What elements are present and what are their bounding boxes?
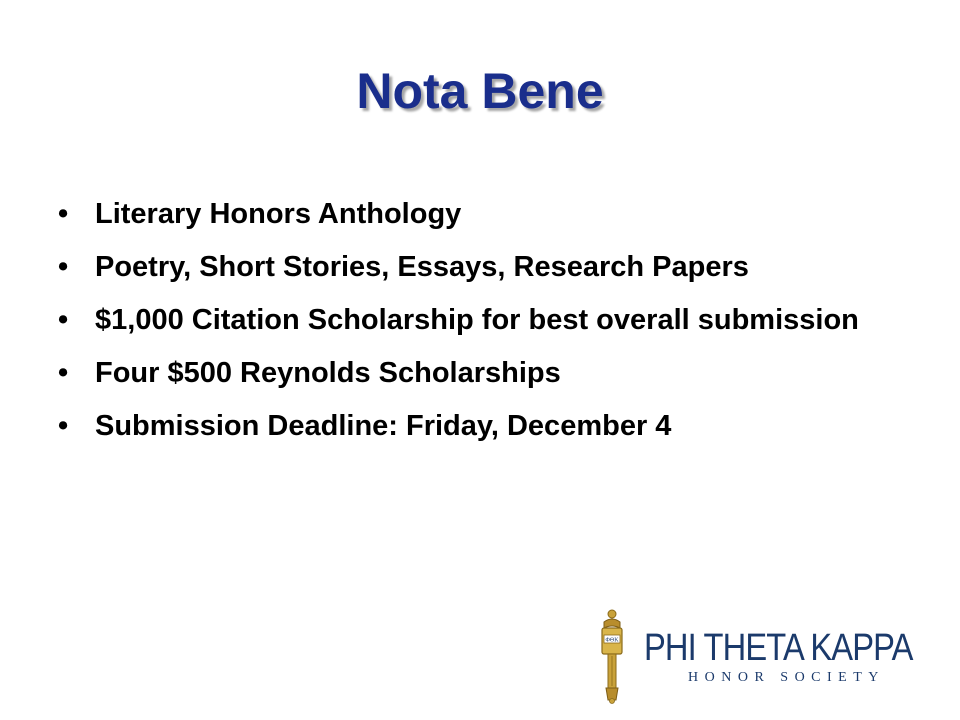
key-letters: ΦΘΚ bbox=[605, 637, 619, 644]
bullet-list bbox=[58, 196, 878, 461]
bullet-item bbox=[58, 302, 878, 338]
logo-subtitle: HONOR SOCIETY bbox=[688, 670, 885, 685]
bullet-text: Literary Honors Anthology bbox=[95, 198, 462, 230]
logo-name: PHI THETA KAPPA bbox=[644, 627, 913, 669]
slide-title: Nota Bene bbox=[356, 63, 604, 119]
bullet-item bbox=[58, 355, 878, 391]
bullet-dot-icon: • bbox=[58, 198, 69, 230]
bullet-dot-icon: • bbox=[58, 304, 69, 336]
phi-theta-kappa-logo bbox=[590, 606, 930, 706]
bullet-item bbox=[58, 249, 878, 285]
bullet-dot-icon: • bbox=[58, 357, 69, 389]
bullet-text: Four $500 Reynolds Scholarships bbox=[95, 357, 561, 389]
bullet-item bbox=[58, 196, 878, 232]
bullet-dot-icon: • bbox=[58, 251, 69, 283]
bullet-dot-icon: • bbox=[58, 410, 69, 442]
bullet-text: Poetry, Short Stories, Essays, Research Papers bbox=[95, 251, 749, 283]
bullet-text: Submission Deadline: Friday, December 4 bbox=[95, 410, 672, 442]
key-emblem-icon bbox=[594, 608, 630, 704]
bullet-item bbox=[58, 408, 878, 444]
bullet-text: $1,000 Citation Scholarship for best overall submission bbox=[95, 304, 859, 336]
